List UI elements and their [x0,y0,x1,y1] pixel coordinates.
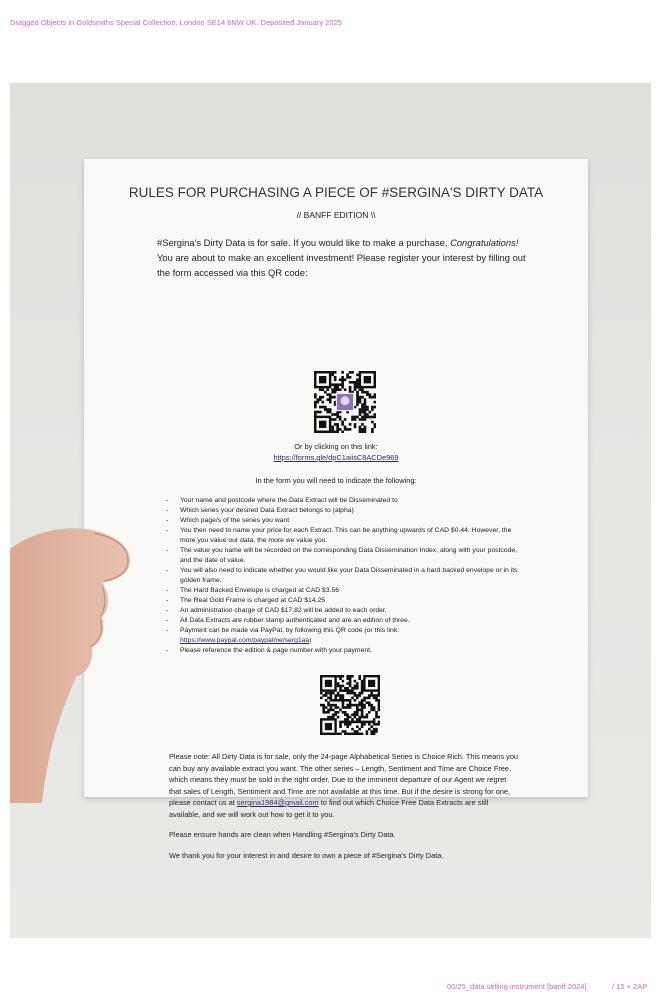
intro-paragraph [157,235,527,280]
list-item-text: Please reference the edition & page number with your payment. [180,647,372,654]
document-photo [10,83,651,938]
list-item [166,596,526,606]
list-item-text: Which page/s of the series you want [180,517,290,524]
form-link[interactable]: https://forms.gle/dpC1aiisC8ACDe969 [273,453,399,462]
paypal-qr-code-icon[interactable] [320,675,380,735]
list-item-text: Payment can be made via PayPal, by following this QR code (or this link: [180,627,400,634]
list-item-text: Which series your desired Data Extract belongs to (alpha) [180,507,354,514]
bullet-dash: - [166,597,169,604]
note-text-b: to find out which Choice Free Data Extracts are still available, and we will work out how to get it to you. [169,798,489,819]
list-item [166,526,526,546]
list-item [166,506,526,516]
note-choice-rich [169,751,519,820]
bullet-dash: - [166,587,169,594]
list-item-text: The Real Gold Frame is charged at CAD $14.25 [180,597,326,604]
or-text: Or by clicking on this link: [294,442,378,451]
list-item-text: The value you name will be recorded on the corresponding Data Dissemination Index, along with your postcode, and the date of value. [180,547,518,564]
footer-right: / 15 + 2AP [612,982,648,991]
paypal-link-close: ) [309,637,312,644]
note-thanks: We thank you for your interest in and desire to own a piece of #Sergina's Dirty Data. [169,850,444,860]
page-header-caption: Dragged Objects in Goldsmiths Special Collection, London SE14 6NW UK. Deposited January 2025 [10,18,342,27]
note-text-a: Please note: All Dirty Data is for sale, only the 24-page Alphabetical Series is Choice Rich. This means you can buy any available extract you want. The other series – Length, Sentiment and Time are Choice Free, which means they must be sold in the right order. Due to the imminent departure of our Agent we regret that sales of Length, Sentiment and Time are not available at this time. But if the desire is strong for one, please contact us at [169,752,519,807]
rules-sheet [84,159,588,860]
intro-emphasis: Congratulations! [450,237,519,248]
bullet-dash: - [166,517,169,524]
list-item-text: All Data Extracts are rubber stamp authenticated and are an edition of three. [180,617,410,624]
list-item [166,546,526,566]
list-item [166,646,526,656]
paypal-link[interactable]: https://www.paypal.com/paypalme/serg1aa [180,637,310,644]
list-item-text: Your name and postcode where the Data Extract will be Disseminated to [180,497,398,504]
bullet-dash: - [166,627,169,634]
note-clean-hands: Please ensure hands are clean when Handling #Sergina's Dirty Data. [169,830,396,839]
contact-email-link[interactable]: sergina1984@gmail.com [236,798,319,807]
bullet-dash: - [166,647,169,654]
list-item-text: You then need to name your price for each Extract. This can be anything upwards of CAD $0.44. However, the more you value our data, the more we value you. [180,527,512,544]
intro-text-2: You are about to make an excellent investment! Please register your interest by filling out the form accessed via this QR code: [157,252,526,278]
footer-left: 00/25_data selling instrument [banff 2024] [447,982,587,991]
form-qr-code-icon[interactable] [314,371,376,433]
list-item-text: You will also need to indicate whether you would like your Data Disseminated in a hard backed envelope or in its golden frame. [180,567,518,584]
bullet-dash: - [166,497,169,504]
form-intro: In the form you will need to indicate the following: [255,476,417,485]
notes-block [169,751,519,870]
list-item-text: The Hard Backed Envelope is charged at CAD $3.56 [180,587,340,594]
list-item [166,626,526,646]
edition-label: // BANFF EDITION \\ [296,210,376,220]
list-item [166,586,526,596]
list-item [166,606,526,616]
document-title: RULES FOR PURCHASING A PIECE OF #SERGINA'S DIRTY DATA [128,185,544,200]
bullet-dash: - [166,507,169,514]
intro-text: #Sergina's Dirty Data is for sale. If you would like to make a purchase, [157,237,451,248]
bullet-dash: - [166,567,169,574]
rules-list [166,496,526,656]
link-block [84,441,588,463]
list-item [166,516,526,526]
bullet-dash: - [166,607,169,614]
bullet-dash: - [166,617,169,624]
list-item [166,566,526,586]
list-item-text: An administration charge of CAD $17.82 will be added to each order. [180,607,387,614]
hand-icon [10,523,132,803]
list-item [166,616,526,626]
bullet-dash: - [166,547,169,554]
list-item [166,496,526,506]
bullet-dash: - [166,527,169,534]
